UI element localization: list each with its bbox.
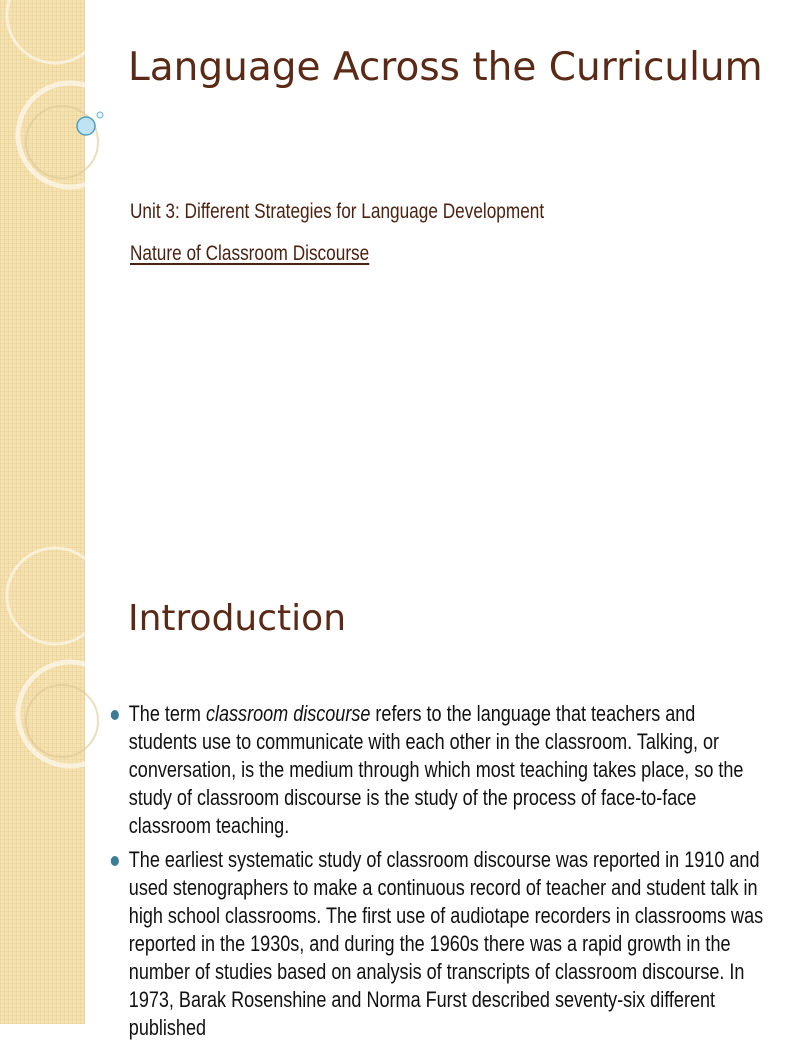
bullet-text xyxy=(129,701,744,838)
introduction-slide xyxy=(0,576,768,1040)
topic-subtitle: Nature of Classroom Discourse xyxy=(130,242,370,265)
bullet-text: The earliest systematic study of classroom discourse was reported in 1910 and used stenographers to make a continuous record of teacher and student talk in high school classrooms. The first use of audiotape recorders in classrooms was reported in the 1930s, and during the 1960s there was a rapid growth in the number of studies based on analysis of transcripts of classroom discourse. In 1973, Barak Rosenshine and Norma Furst described seventy-six different published xyxy=(128,847,764,1040)
bullet-icon xyxy=(111,856,119,866)
bullet-list xyxy=(105,700,795,1048)
list-item xyxy=(105,700,768,840)
decorative-side-band xyxy=(0,0,85,576)
bullet-text-prefix: The term xyxy=(128,701,206,726)
ring-decoration xyxy=(0,576,120,836)
bullet-text-emphasis: classroom discourse xyxy=(205,701,371,726)
bullet-text-rest: refers to the language that teachers and students use to communicate with each other in the classroom. Talking, or conversation, is the medium through which most teaching takes place, so the study of classroom discourse is the study of the process of face-to-face classroom teaching. xyxy=(128,701,744,838)
list-item xyxy=(105,846,768,1042)
bubble-icon xyxy=(74,108,114,138)
slide-title: Language Across the Curriculum xyxy=(128,45,763,90)
decorative-side-band xyxy=(0,576,85,1024)
section-title: Introduction xyxy=(128,598,347,639)
unit-subtitle: Unit 3: Different Strategies for Language Development xyxy=(130,200,545,223)
bullet-icon xyxy=(111,710,119,720)
